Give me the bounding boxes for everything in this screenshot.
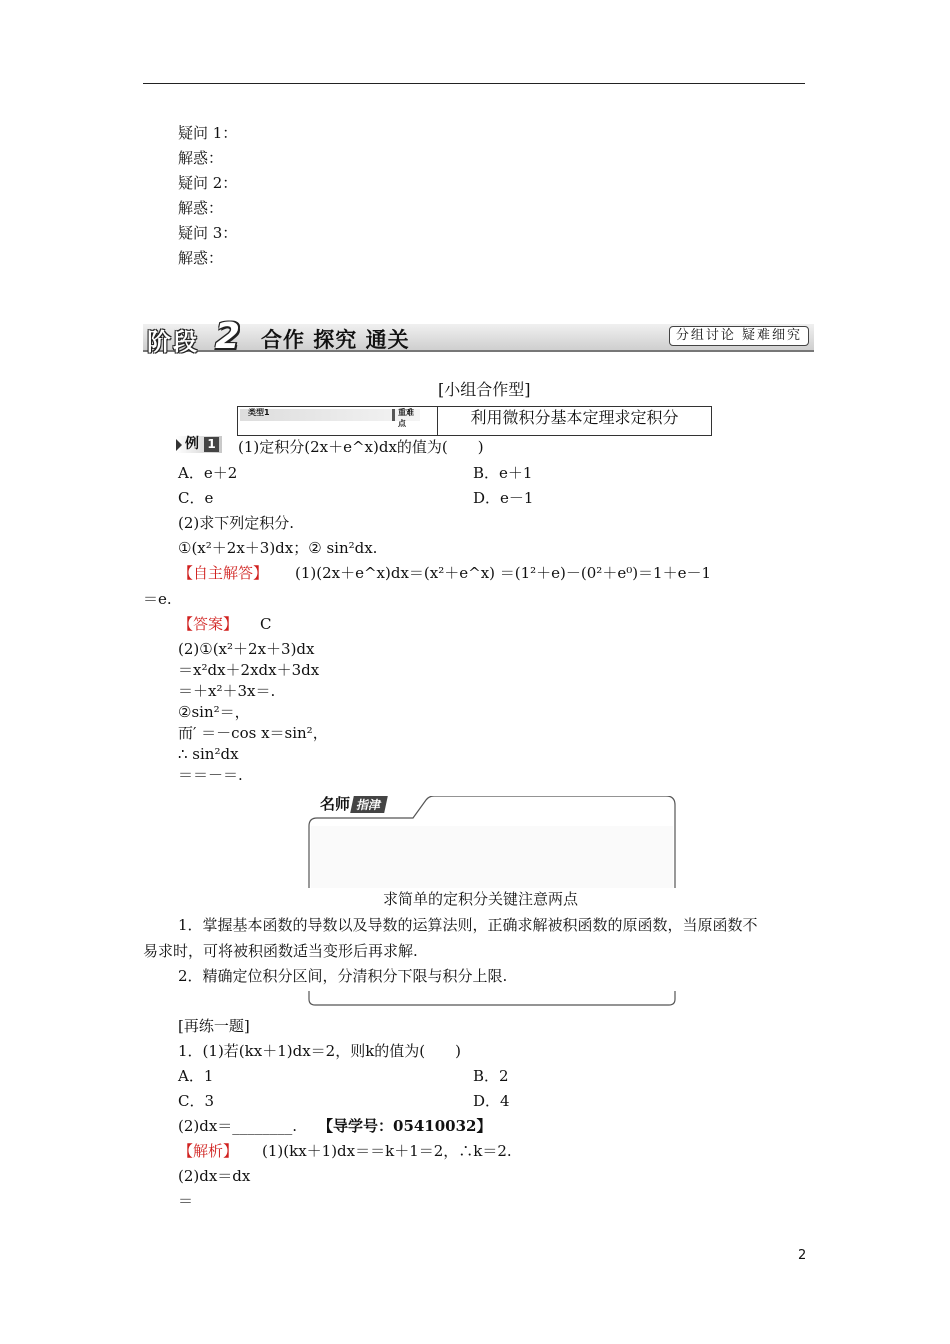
banner-stage-label: 阶段 — [147, 328, 199, 356]
solution-step: ＝＝－＝. — [178, 766, 243, 784]
type-strip-tag: 重难点 — [398, 408, 414, 428]
mentor-point-1a: 1．掌握基本函数的导数以及导数的运算法则，正确求解被积函数的原函数，当原函数不 — [178, 916, 758, 934]
banner-stage-number: 2 — [215, 316, 241, 357]
answer-2: 解惑： — [178, 199, 224, 217]
answer-1: 解惑： — [178, 149, 224, 167]
example-question-2: (2)求下列定积分. — [178, 514, 295, 532]
analysis-tag: 【解析】 — [178, 1142, 239, 1160]
solution-step: ＝x²dx＋2xdx＋3dx — [178, 661, 320, 679]
practice-option-c: C．3 — [178, 1092, 215, 1110]
analysis-line-1: (1)(kx＋1)dx＝＝k＋1＝2，∴k＝2. — [262, 1142, 512, 1160]
guide-number: 【导学号：05410032】 — [318, 1117, 492, 1135]
example-question-2-items: ①(x²＋2x＋3)dx；② sin²dx. — [178, 539, 378, 557]
solution-step: ＝＋x²＋3x＝. — [178, 682, 276, 700]
banner-title: 合作 探究 通关 — [261, 327, 410, 352]
example-option-a: A．e＋2 — [178, 464, 238, 482]
example-marker — [176, 436, 222, 453]
example-option-c: C．e — [178, 489, 214, 507]
practice-heading: [再练一题] — [178, 1017, 250, 1035]
page-number: 2 — [798, 1248, 807, 1263]
group-heading: [小组合作型] — [438, 380, 531, 399]
analysis-line-2: (2)dx＝dx — [178, 1167, 251, 1185]
answer-tag: 【答案】 — [178, 615, 239, 633]
question-3: 疑问 3： — [178, 224, 238, 242]
answer-3: 解惑： — [178, 249, 224, 267]
example-option-b: B．e＋1 — [473, 464, 533, 482]
mentor-label: 名师 — [320, 795, 351, 813]
practice-option-b: B．2 — [473, 1067, 509, 1085]
practice-option-a: A．1 — [178, 1067, 214, 1085]
mentor-bottom-bracket — [308, 989, 676, 1007]
example-word: 例 — [185, 436, 199, 452]
arrow-icon — [176, 439, 182, 451]
question-1: 疑问 1： — [178, 124, 238, 142]
answer-value: C — [260, 615, 272, 633]
solution-step: (2)①(x²＋2x＋3)dx — [178, 640, 315, 658]
type-strip-label: 类型1 — [248, 408, 270, 417]
mentor-point-1b: 易求时，可将被积函数适当变形后再求解. — [143, 942, 418, 960]
type-label: 利用微积分基本定理求定积分 — [470, 408, 679, 427]
type-strip-bar — [392, 409, 395, 421]
type-strip — [240, 408, 420, 428]
solution-step: 而′ ＝－cos x＝sin²， — [178, 724, 328, 742]
solution-step: ②sin²＝， — [178, 703, 250, 721]
example-question-1: (1)定积分(2x＋e^x)dx的值为( ) — [238, 438, 484, 456]
mentor-tab — [320, 793, 386, 814]
banner-tag: 分组讨论 疑难细究 — [669, 326, 809, 346]
solution-tag: 【自主解答】 — [178, 564, 269, 582]
solution-step: ∴ sin²dx — [178, 745, 239, 763]
stage-banner — [143, 316, 814, 357]
solution-line-1: (1)(2x＋e^x)dx＝(x²＋e^x) ＝(1²＋e)－(0²＋e⁰)＝1＋e－1 — [295, 564, 712, 582]
mentor-title: 求简单的定积分关键注意两点 — [383, 890, 579, 908]
type-box — [237, 406, 712, 436]
header-rule — [143, 83, 805, 84]
practice-option-d: D．4 — [473, 1092, 510, 1110]
practice-question-2: (2)dx＝________. — [178, 1117, 298, 1135]
practice-question-1: 1．(1)若(kx＋1)dx＝2，则k的值为( ) — [178, 1042, 461, 1060]
mentor-badge: 指津 — [350, 796, 388, 813]
analysis-line-3: ＝ — [178, 1192, 194, 1210]
example-number: 1 — [204, 437, 219, 452]
solution-line-1b: ＝e. — [143, 590, 172, 608]
mentor-point-2: 2．精确定位积分区间，分清积分下限与积分上限. — [178, 967, 508, 985]
example-option-d: D．e－1 — [473, 489, 534, 507]
question-2: 疑问 2： — [178, 174, 238, 192]
